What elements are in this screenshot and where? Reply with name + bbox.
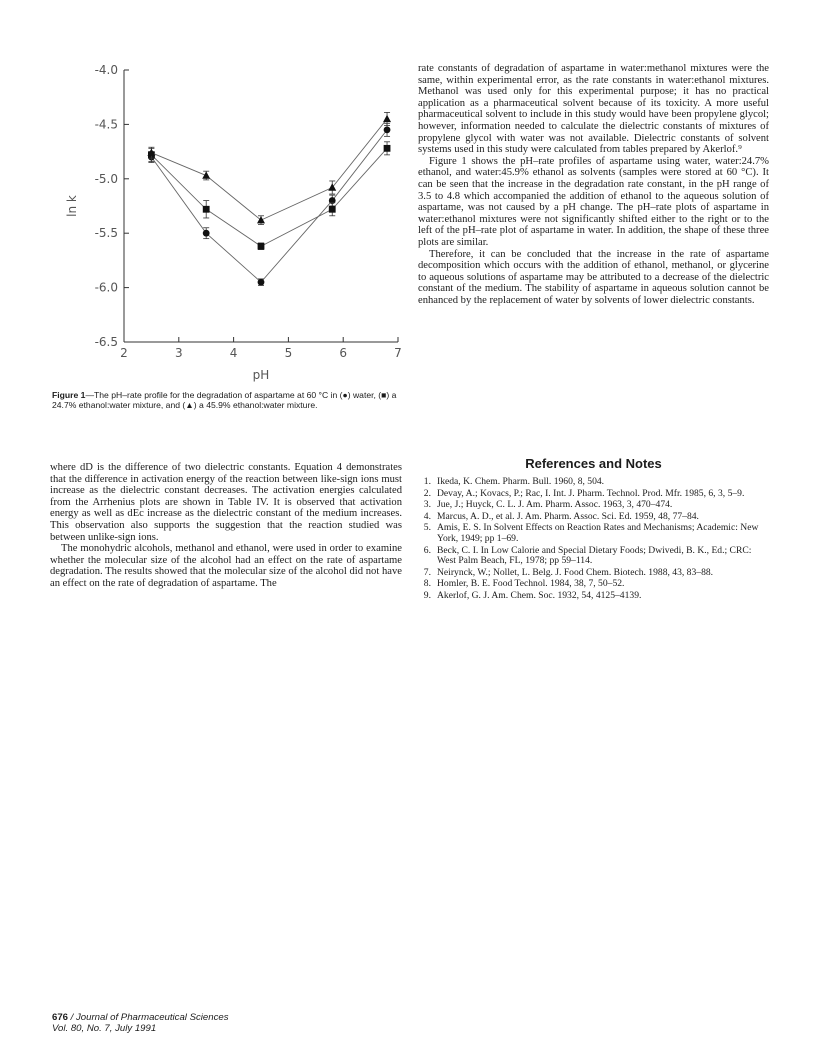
data-point (258, 279, 265, 286)
y-tick-label: -4.0 (94, 63, 118, 77)
reference-item: 7. Neirynck, W.; Nollet, L. Belg. J. Food Chem. Biotech. 1988, 43, 83–88. (423, 566, 714, 578)
x-axis-label: pH (252, 368, 270, 382)
reference-item: 3. Jue, J.; Huyck, C. L. J. Am. Pharm. Assoc. 1963, 3, 470–474. (423, 499, 673, 511)
series-square (148, 142, 390, 250)
journal-name: / Journal of Pharmaceutical Sciences (68, 1012, 229, 1023)
reference-item: 4. Marcus, A. D., et al. J. Am. Pharm. Assoc. Sci. Ed. 1959, 48, 77–84. (423, 510, 699, 522)
reference-item: 8. Homler, B. E. Food Technol. 1984, 38, 7, 50–52. (423, 578, 625, 590)
chart-axes (65, 63, 402, 382)
x-tick-label: 5 (284, 346, 293, 360)
x-tick-label: 3 (174, 346, 183, 360)
paragraph: The monohydric alcohols, methanol and ethanol, were used in order to examine whether the molecular size of the alcohol had an effect on the rate of aspartame degradation. The results showed that the molecular size of the alcohol did not have an effect on the rate of degradation of aspartame. The (50, 543, 402, 589)
page-number: 676 (52, 1012, 69, 1023)
x-tick-label: 7 (394, 346, 402, 360)
y-tick-label: -4.5 (94, 117, 118, 132)
x-tick-label: 6 (339, 346, 348, 360)
paragraph: rate constants of degradation of aspartame in water:methanol mixtures were the same, within experimental error, as the rate constants in water:ethanol mixtures. Methanol was used only for this experimental purpose; it has no practical application as a pharmaceutical solvent because of its toxicity. A more useful pharmaceutical solvent to include in this study would have been propylene glycol; however, information needed to calculate the dielectric constants of mixtures of propylene glycol with water was not available. Dielectric constants of solvent systems used in this study were calculated from tables prepared by Akerlof.⁹ (418, 63, 769, 156)
left-column-text (50, 462, 402, 590)
series-line (151, 119, 387, 220)
figure-caption (52, 390, 402, 410)
data-point (384, 126, 391, 133)
right-column-text (418, 63, 769, 306)
figure-caption-text: —The pH–rate profile for the degradation of aspartame at 60 °C in (●) water, (■) a 24.7% ethanol:water mixture, and (▲) a 45.9% ethanol:water mixture. (52, 390, 397, 410)
paragraph: Therefore, it can be concluded that the increase in the rate of aspartame decomposition which occurs with the addition of ethanol, methanol, or glycerine to aqueous solutions of aspartame may be attributed to a decrease of the dielectric constant of the medium. The stability of aspartame in aqueous solution cannot be enhanced by the replacement of water by solvents of lower dielectric constants. (418, 248, 769, 306)
y-tick-label: -6.0 (94, 280, 118, 295)
reference-item: 2. Devay, A.; Kovacs, P.; Rac, I. Int. J. Pharm. Technol. Prod. Mfr. 1985, 6, 3, 5–9. (423, 487, 745, 499)
series-triangle (147, 112, 391, 224)
y-tick-label: -5.5 (94, 226, 118, 241)
references-list (418, 477, 769, 603)
x-tick-label: 4 (229, 346, 238, 360)
reference-item: 6. Beck, C. I. In Low Calorie and Special Dietary Foods; Dwivedi, B. K., Ed.; CRC: West Palm Beach, FL, 1978; pp 59–114. (423, 544, 752, 567)
reference-item: 9. Akerlof, G. J. Am. Chem. Soc. 1932, 54, 4125–4139. (423, 589, 642, 601)
series-line (151, 130, 387, 282)
data-point (383, 115, 391, 122)
data-point (203, 206, 210, 213)
data-point (202, 171, 210, 178)
y-axis-label: ln k (65, 195, 79, 217)
ph-rate-chart (58, 58, 408, 390)
data-point (384, 145, 391, 152)
paragraph: where dD is the difference of two dielectric constants. Equation 4 demonstrates that the difference in activation energy of the reaction between like-sign ions must increase as the dielectric constant decreases. The activation energies calculated from the Arrhenius plots are shown in Table IV. It is observed that activation energy as well as dEc increase as the dielectric constant of the medium increases. This observation also supports the suggestion that the reaction studied was between unlike-sign ions. (50, 462, 402, 543)
chart-series (147, 112, 391, 285)
volume-info: Vol. 80, No. 7, July 1991 (52, 1023, 157, 1034)
data-point (257, 216, 265, 223)
paragraph: Figure 1 shows the pH–rate profiles of aspartame using water, water:24.7% ethanol, and water:45.9% ethanol as solvents (samples were stored at 60 °C). It can be seen that the increase in the degradation rate constant, in the pH range of 3.5 to 4.8 which accompanied the addition of ethanol to the aqueous solution of aspartame, was not caused by a pH change. The pH–rate plots of aspartame in water:ethanol mixtures were not significantly shifted either to the right or to the left of the pH–rate plot of aspartame in water. In addition, the shape of these three plots are similar. (418, 155, 769, 248)
x-tick-label: 2 (120, 346, 128, 360)
data-point (203, 230, 210, 237)
y-tick-label: -6.5 (94, 335, 118, 349)
figure-caption-label: Figure 1 (52, 390, 86, 400)
reference-item: 1. Ikeda, K. Chem. Pharm. Bull. 1960, 8, 504. (423, 476, 605, 487)
data-point (258, 243, 265, 250)
reference-item: 5. Amis, E. S. In Solvent Effects on Reaction Rates and Mechanisms; Academic: New York, 1949; pp 1–69. (423, 522, 759, 544)
references-heading: References and Notes (525, 456, 662, 471)
y-tick-label: -5.0 (94, 171, 118, 186)
series-circle (148, 123, 390, 285)
page-footer (52, 1012, 229, 1034)
data-point (329, 206, 336, 213)
